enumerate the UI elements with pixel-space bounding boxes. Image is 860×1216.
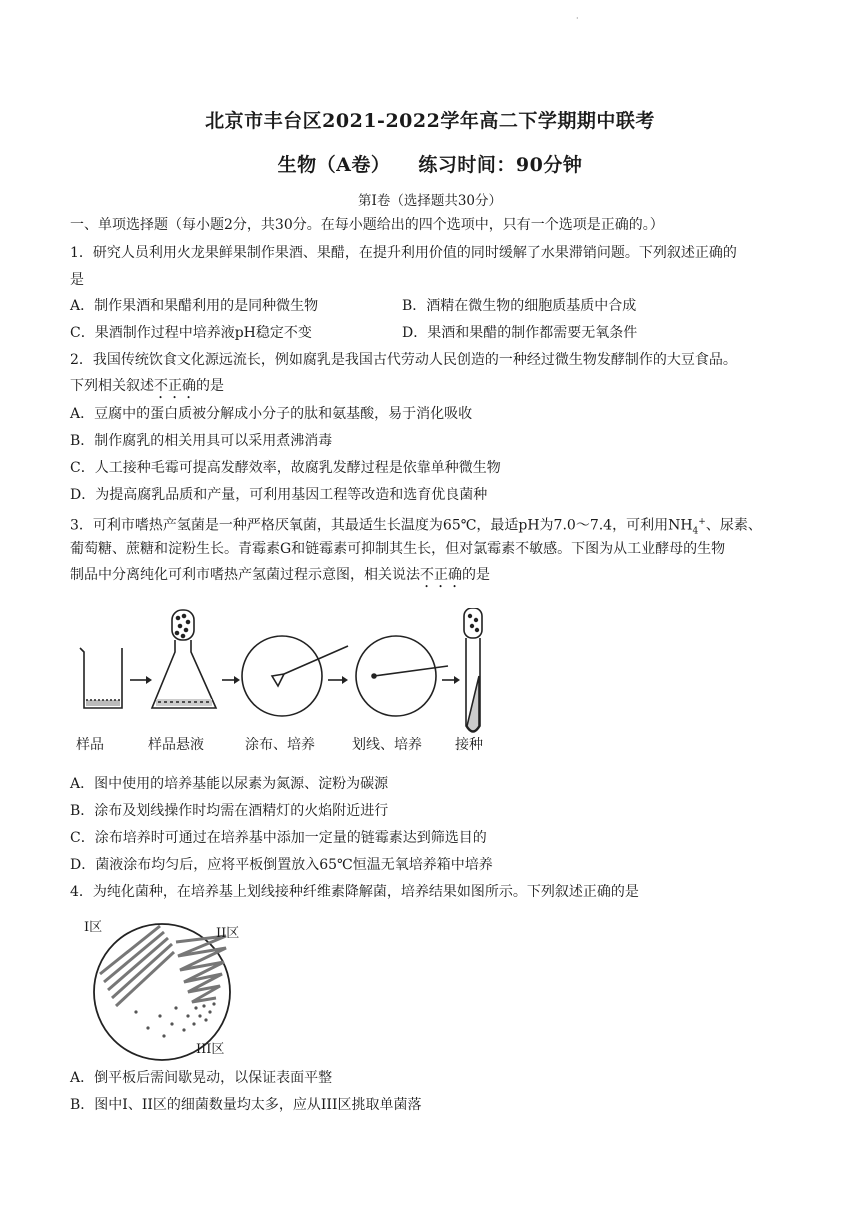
region-three-colonies <box>134 1002 215 1037</box>
q1-option-c: C．果酒制作过程中培养液pH稳定不变 <box>70 325 312 341</box>
q3-stem-text: 3．可利市嗜热产氢菌是一种严格厌氧菌，其最适生长温度为65℃，最适pH为7.0～7.4，可利用NH <box>70 517 693 534</box>
q3-stem-line3 <box>70 565 800 591</box>
arrow-icon <box>234 676 240 684</box>
q3-option-d: D．菌液涂布均匀后，应将平板倒置放入65℃恒温无氧培养箱中培养 <box>70 857 493 873</box>
q1-stem-line2: 是 <box>70 272 84 288</box>
q4-stem: 4．为纯化菌种，在培养基上划线接种纤维素降解菌，培养结果如图所示。下列叙述正确的是 <box>70 884 639 900</box>
q3-option-c: C．涂布培养时可通过在培养基中添加一定量的链霉素达到筛选目的 <box>70 830 487 846</box>
label-inoculate: 接种 <box>455 737 483 753</box>
q1-options-row2 <box>70 323 800 343</box>
q2-option-c: C．人工接种毛霉可提高发酵效率，故腐乳发酵过程是依靠单种微生物 <box>70 460 501 476</box>
q3-stem-text3: 制品中分离纯化可利市嗜热产氢菌过程示意图，相关说法 <box>70 567 420 583</box>
q3-emphasis: 不正确 <box>420 567 462 583</box>
instruction-text: 一、单项选择题（每小题2分，共30分。在每小题给出的四个选项中，只有一个选项是正确的。） <box>70 217 664 233</box>
beaker-icon <box>80 648 122 708</box>
q3-stem-line2: 葡萄糖、蔗糖和淀粉生长。青霉素G和链霉素可抑制其生长，但对氯霉素不敏感。下图为从工业酵母的生物 <box>70 541 726 557</box>
label-sample: 样品 <box>76 737 104 753</box>
q3-superscript: + <box>698 517 706 527</box>
time-label: 练习时间：90分钟 <box>418 154 583 176</box>
q2-option-a: A．豆腐中的蛋白质被分解成小分子的肽和氨基酸，易于消化吸收 <box>70 406 473 422</box>
label-streak: 划线、培养 <box>352 737 422 753</box>
exam-title: 北京市丰台区2021-2022学年高二下学期期中联考 <box>205 110 655 132</box>
q4-option-a: A．倒平板后需间歇晃动，以保证表面平整 <box>70 1070 333 1086</box>
q2-stem-text: 下列相关叙述 <box>70 378 154 394</box>
region-one-streaks <box>100 926 174 1006</box>
section-title: 第I卷（选择题共30分） <box>357 193 502 209</box>
region-one-label: I区 <box>84 920 103 935</box>
q1-option-a: A．制作果酒和果醋利用的是同种微生物 <box>70 298 319 314</box>
exam-subtitle <box>0 150 860 177</box>
q3-option-a: A．图中使用的培养基能以尿素为氮源、淀粉为碳源 <box>70 776 389 792</box>
q2-stem-end: 的是 <box>196 378 224 394</box>
region-two-label: II区 <box>216 926 240 941</box>
q2-stem-line1: 2．我国传统饮食文化源远流长，例如腐乳是我国古代劳动人民创造的一种经过微生物发酵制作的大豆食品。 <box>70 352 737 368</box>
arrow-icon <box>342 676 348 684</box>
spread-plate-icon <box>242 636 348 716</box>
q1-options-row1 <box>70 296 800 316</box>
test-tube-icon <box>464 608 482 732</box>
arrow-icon <box>146 676 152 684</box>
streak-plate-icon <box>356 636 448 716</box>
label-spread: 涂布、培养 <box>245 737 315 753</box>
region-two-streaks <box>176 936 226 1002</box>
q3-option-b: B．涂布及划线操作时均需在酒精灯的火焰附近进行 <box>70 803 389 819</box>
q3-subscript: 4 <box>692 526 699 537</box>
q1-option-d: D．果酒和果醋的制作都需要无氧条件 <box>402 325 638 341</box>
subject-label: 生物（A卷） <box>277 154 391 176</box>
region-three-label: III区 <box>196 1042 225 1057</box>
q3-stem-end: 的是 <box>462 567 490 583</box>
q2-option-b: B．制作腐乳的相关用具可以采用煮沸消毒 <box>70 433 333 449</box>
header-mark: · <box>576 14 579 23</box>
q3-stem-line1 <box>70 512 800 541</box>
flask-icon <box>152 610 216 708</box>
q4-option-b: B．图中I、II区的细菌数量均太多，应从III区挑取单菌落 <box>70 1097 422 1113</box>
q1-option-b: B．酒精在微生物的细胞质基质中合成 <box>402 298 637 314</box>
label-suspension: 样品悬液 <box>148 737 204 753</box>
arrow-icon <box>454 676 460 684</box>
q2-emphasis: 不正确 <box>154 378 196 394</box>
q3-stem-cont: 、尿素、 <box>705 517 762 534</box>
q1-stem-line1: 1．研究人员利用火龙果鲜果制作果酒、果醋，在提升利用价值的同时缓解了水果滞销问题。下列叙述正确的 <box>70 245 737 261</box>
q2-option-d: D．为提高腐乳品质和产量，可利用基因工程等改造和选育优良菌种 <box>70 487 488 503</box>
q2-stem-line2 <box>70 376 800 402</box>
